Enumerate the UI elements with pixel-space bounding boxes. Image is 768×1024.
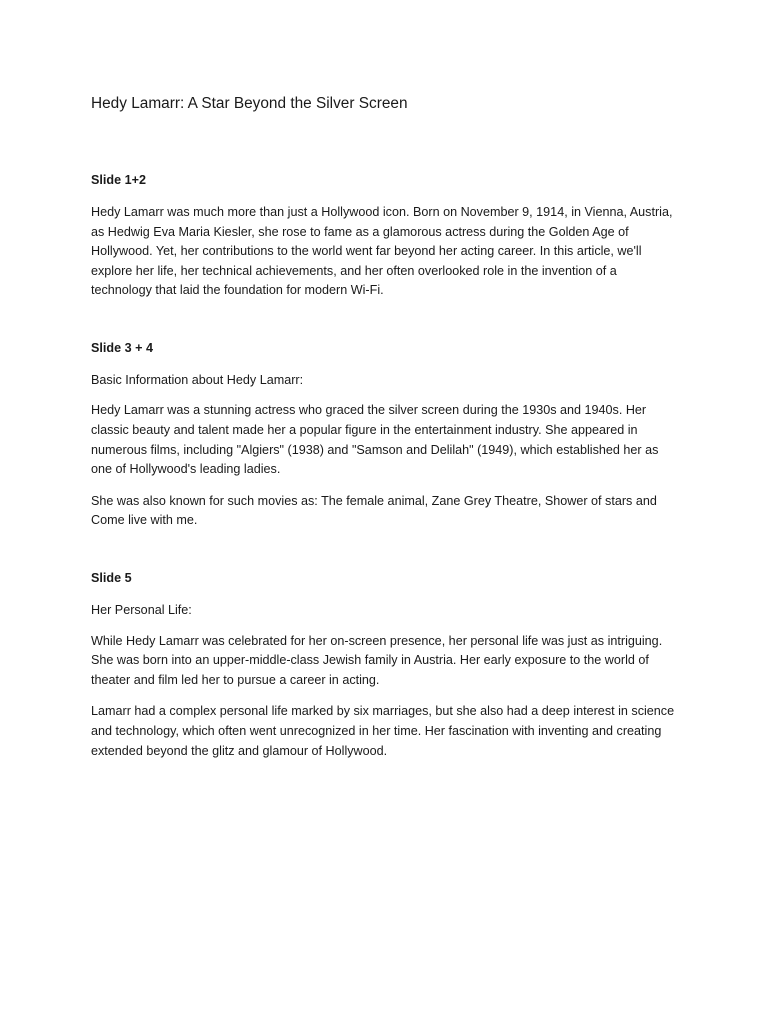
section-slide-1-2 [91,171,681,301]
paragraph: She was also known for such movies as: The female animal, Zane Grey Theatre, Shower of stars and Come live with me. [91,493,657,528]
section-heading: Slide 5 [91,571,132,586]
section-subheading: Basic Information about Hedy Lamarr: [91,372,304,387]
section-slide-5 [91,569,681,761]
document-title: Hedy Lamarr: A Star Beyond the Silver Screen [91,95,408,112]
section-heading: Slide 1+2 [91,173,146,187]
paragraph: Hedy Lamarr was a stunning actress who graced the silver screen during the 1930s and 1940s. Her classic beauty and talent made her a popular figure in the entertainment industry. She appeared in numerous films, including "Algiers" (1938) and "Samson and Delilah" (1949), which established her as one of Hollywood's leading ladies. [91,403,659,477]
paragraph: Hedy Lamarr was much more than just a Hollywood icon. Born on November 9, 1914, in Vienna, Austria, as Hedwig Eva Maria Kiesler, she rose to fame as a glamorous actress during the Golden Age of Hollywood. Yet, her contributions to the world went far beyond her acting career. In this article, we'll explore her life, her technical achievements, and her often overlooked role in the invention of a technology that laid the foundation for modern Wi-Fi. [91,205,673,298]
paragraph: While Hedy Lamarr was celebrated for her on-screen presence, her personal life was just as intriguing. She was born into an upper-middle-class Jewish family in Austria. Her early exposure to the world of theater and film led her to pursue a career in acting. [91,633,663,687]
section-slide-3-4 [91,339,681,531]
section-heading: Slide 3 + 4 [91,340,153,355]
document-body [91,93,681,773]
section-subheading: Her Personal Life: [91,603,192,618]
paragraph: Lamarr had a complex personal life marked by six marriages, but she also had a deep interest in science and technology, which often went unrecognized in her time. Her fascination with inventing and creating extended beyond the glitz and glamour of Hollywood. [91,704,675,758]
